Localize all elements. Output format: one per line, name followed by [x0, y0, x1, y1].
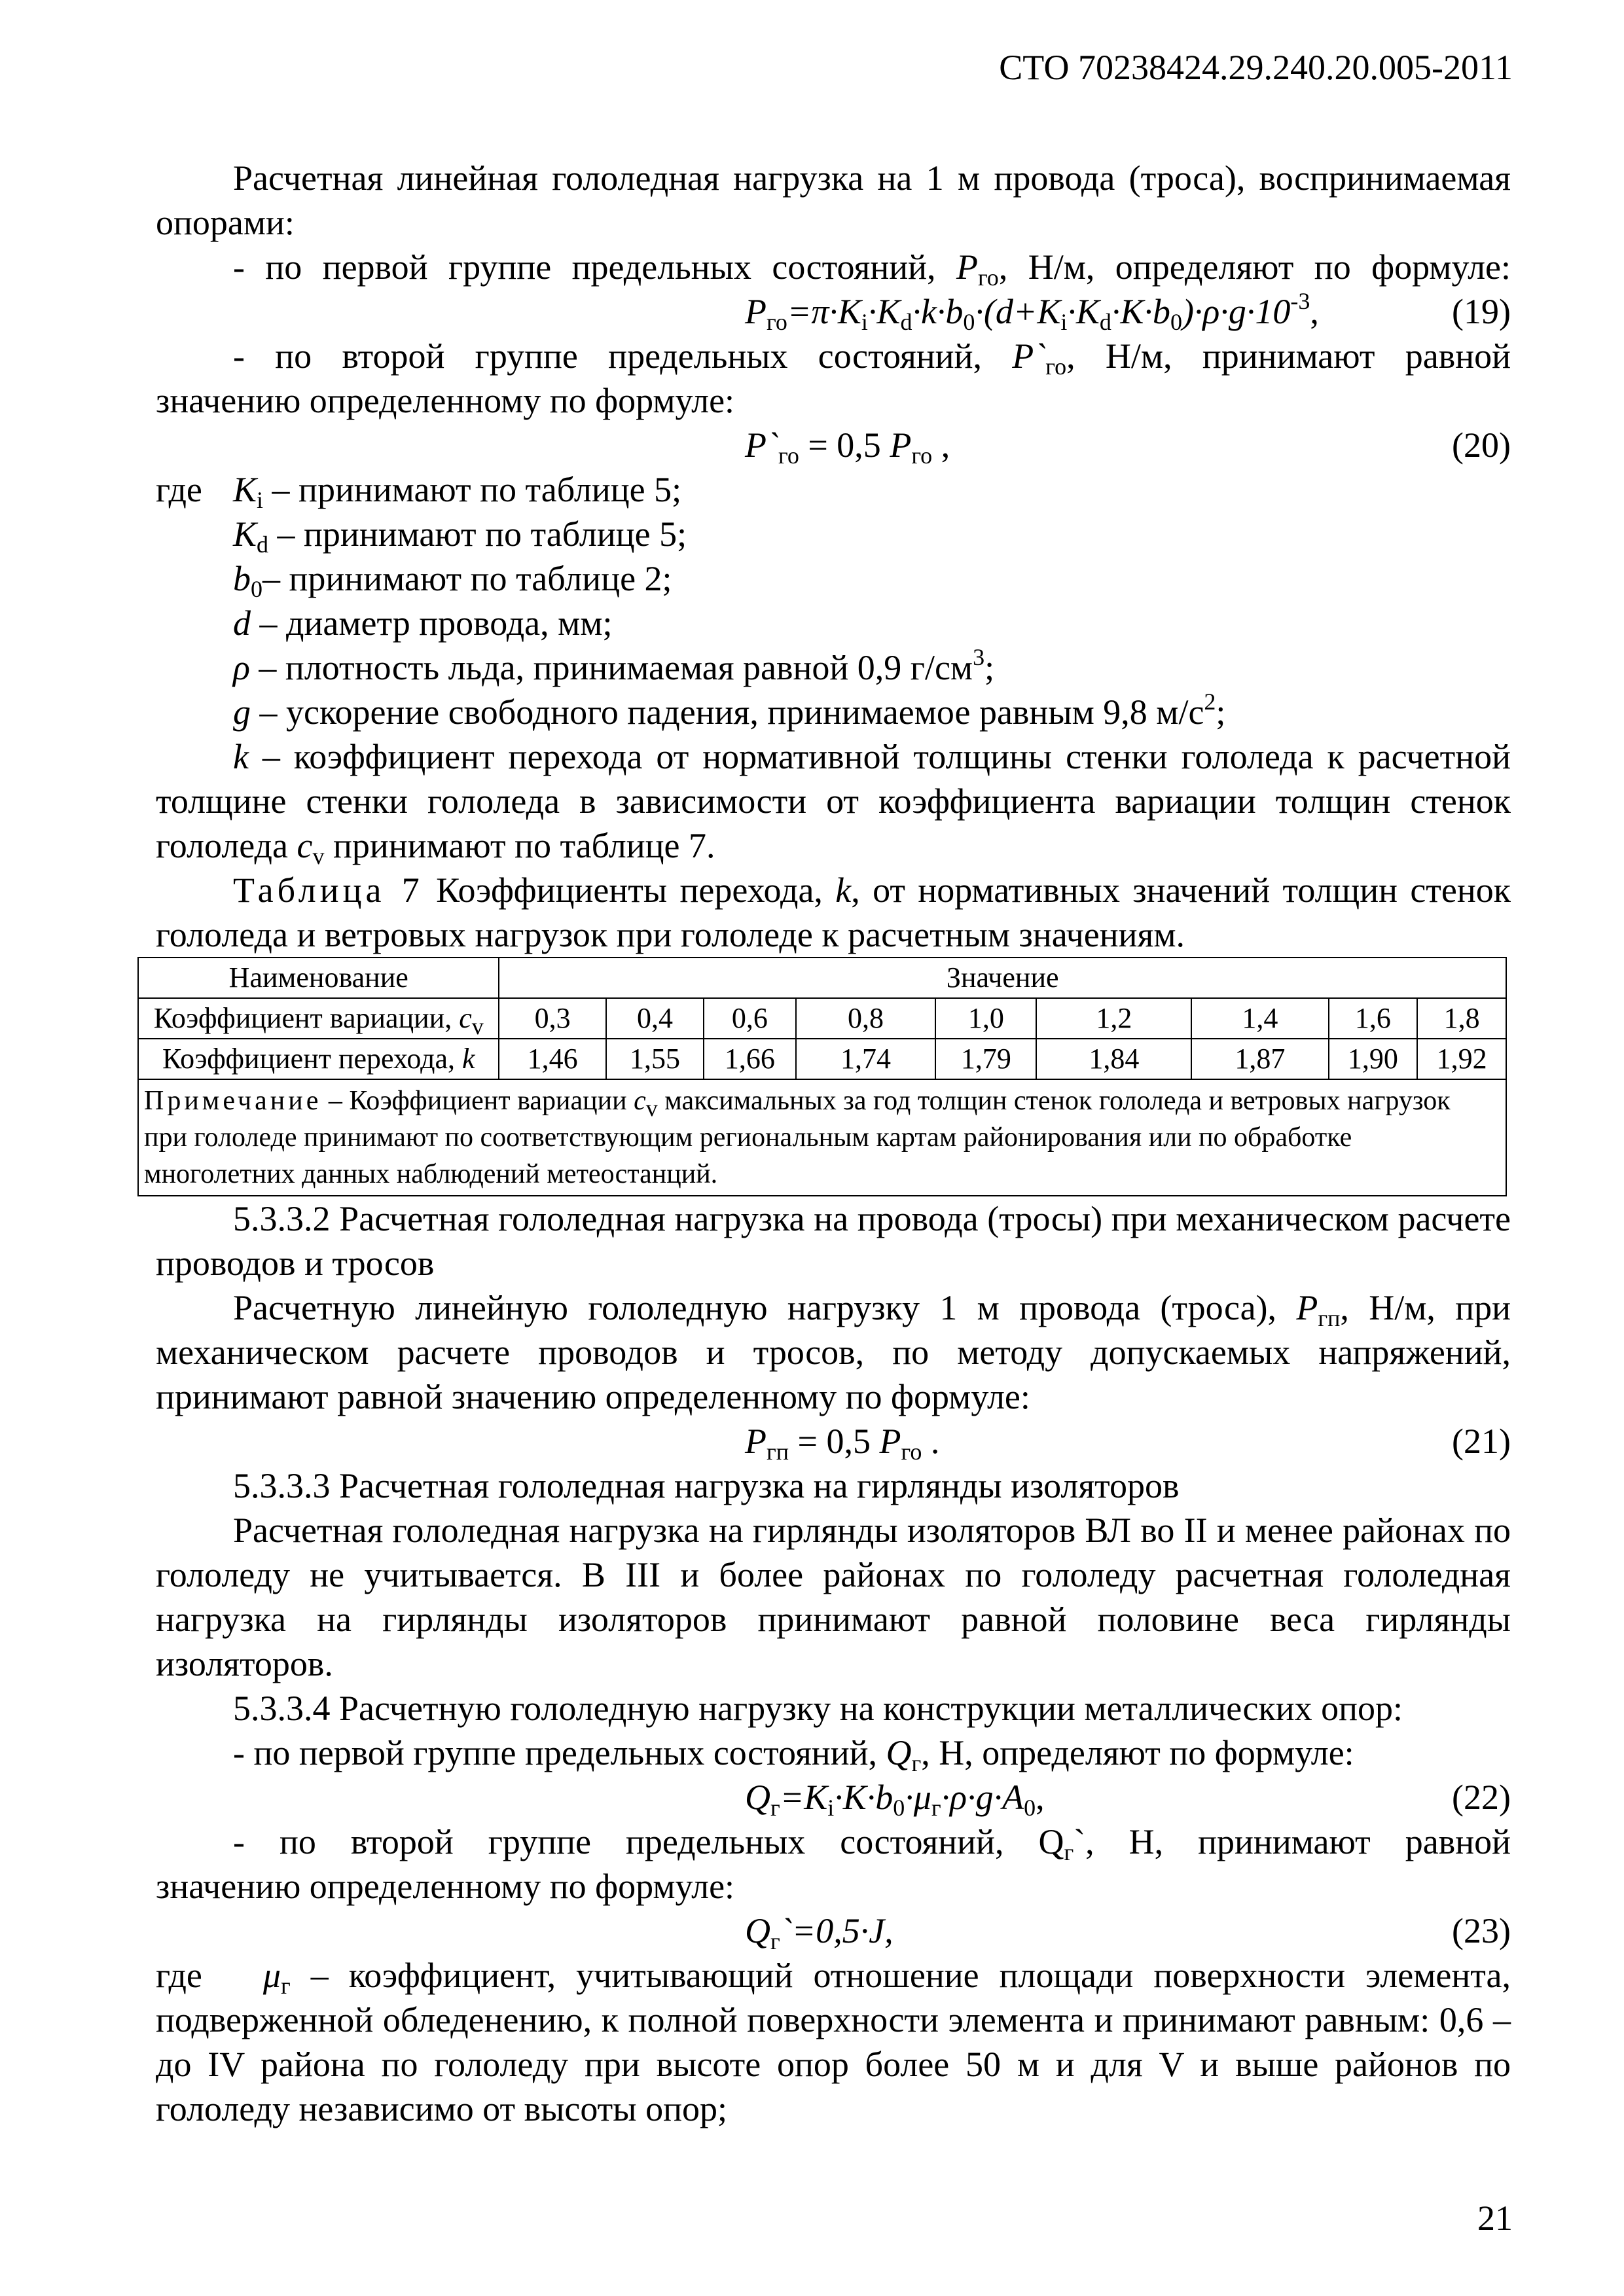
- formula-23-number: (23): [1452, 1911, 1511, 1950]
- paragraph-gp-load: Расчетную линейную гололедную нагрузку 1 м провода (троса), $P_{гп}$, Н/м, при механическом расчете проводов и тросов, по методу допускаемых напряжений, принимают равной значению определенному по формуле:: [156, 1288, 1511, 1416]
- definition-mu: где $\mu_г$ – коэффициент, учитывающий отношение площади поверхности элемента, подверженной обледенению, к полной поверхности элемента и принимают равным: 0,6 – до IV района по гололеду при высоте опор более 50 м и для V и выше районов по гололеду независимо от высоты опор;: [156, 1956, 1511, 2128]
- formula-20: [156, 423, 1511, 467]
- row-label-variation: Коэффициент вариации, $c_v$: [138, 998, 499, 1039]
- page-content: [144, 156, 1511, 2131]
- table-cell: 1,0: [935, 998, 1036, 1039]
- row-label-transition: Коэффициент перехода, k: [138, 1039, 499, 1079]
- formula-20-expression: $P`_{го} = 0,5$ $P_{го}$ ,: [745, 425, 950, 469]
- table-cell: 1,84: [1036, 1039, 1191, 1079]
- table-cell: 1,2: [1036, 998, 1191, 1039]
- item-second-group-cont: значению определенному по формуле:: [156, 381, 735, 420]
- definition-d: d – диаметр провода, мм;: [233, 603, 613, 643]
- formula-19: [156, 289, 1511, 334]
- table-cell: 0,8: [796, 998, 936, 1039]
- table-cell: 1,6: [1329, 998, 1418, 1039]
- table-cell: 1,87: [1191, 1039, 1328, 1079]
- table-7-header-value: Значение: [499, 958, 1506, 998]
- formula-21-expression: $P_{гп} = 0,5$ $P_{го}$ .: [745, 1422, 940, 1465]
- definition-ki: где $K_i$ – принимают по таблице 5;: [156, 470, 682, 513]
- definition-g: g – ускорение свободного падения, принимаемое равным 9,8 $м/с^2$;: [233, 689, 1226, 732]
- table-cell: 1,90: [1329, 1039, 1418, 1079]
- table-cell: 1,4: [1191, 998, 1328, 1039]
- table-7-header-name: Наименование: [138, 958, 499, 998]
- item-q-second-group-cont: значению определенному по формуле:: [156, 1867, 735, 1906]
- formula-22: [156, 1775, 1511, 1820]
- table-cell: 0,3: [499, 998, 605, 1039]
- formula-19-expression: $P_{го}=\pi\cdot K_i\cdot K_d\cdot k\cdot b_0\cdot(d+K_i\cdot K_d\cdot K\cdot b_0)\cdot\rho\cdot g\cdot 10^{-3}$,: [745, 288, 1319, 335]
- table-cell: 1,8: [1417, 998, 1506, 1039]
- section-5-3-3-4-title: 5.3.3.4 Расчетную гололедную нагрузку на конструкции металлических опор:: [233, 1689, 1403, 1728]
- table-cell: 1,74: [796, 1039, 936, 1079]
- formula-22-number: (22): [1452, 1778, 1511, 1817]
- definition-k: k – коэффициент перехода от нормативной толщины стенки гололеда к расчетной толщине стенки гололеда в зависимости от коэффициента вариации толщин стенок гололеда $c_v$ принимают по таблице 7.: [156, 737, 1511, 869]
- item-second-group: - по второй группе предельных состояний, $P`_{го}$, Н/м, принимают равной: [233, 336, 1511, 380]
- table-cell: 1,46: [499, 1039, 605, 1079]
- table-cell: 1,92: [1417, 1039, 1506, 1079]
- section-5-3-3-2: 5.3.3.2 Расчетная гололедная нагрузка на провода (тросы) при механическом расчете проводов и тросов: [156, 1199, 1511, 1283]
- table-7-note-row: [138, 1079, 1506, 1196]
- page-number: 21: [1477, 2198, 1513, 2238]
- item-first-group: - по первой группе предельных состояний, $P_{го}$, Н/м, определяют по формуле:: [233, 247, 1511, 291]
- table-cell: 0,4: [606, 998, 704, 1039]
- table-cell: 1,66: [704, 1039, 795, 1079]
- table-7-header-row: [138, 958, 1506, 998]
- table-7: [137, 957, 1507, 1196]
- definition-rho: ρ – плотность льда, принимаемая равной 0,9 $г/см^3$;: [233, 644, 995, 687]
- section-5-3-3-3-title: 5.3.3.3 Расчетная гололедная нагрузка на гирлянды изоляторов: [233, 1466, 1180, 1505]
- table-7-note: Примечание – Коэффициент вариации $c_v$ максимальных за год толщин стенок гололеда и ветровых нагрузок при гололеде принимают по соответствующим региональным картам районирования или по обработке многолетних данных наблюдений метеостанций.: [138, 1079, 1506, 1196]
- formula-21-number: (21): [1452, 1422, 1511, 1461]
- definition-b0: $b_0-$ принимают по таблице 2;: [233, 559, 672, 602]
- formula-21: [156, 1419, 1511, 1463]
- table-cell: 1,79: [935, 1039, 1036, 1079]
- paragraph-linear-load: Расчетная линейная гололедная нагрузка на 1 м провода (троса), воспринимаемая опорами:: [156, 158, 1511, 242]
- section-5-3-3-3-text: Расчетная гололедная нагрузка на гирлянды изоляторов ВЛ во II и менее районах по гололеду не учитывается. В III и более районах по гололеду расчетная гололедная нагрузка на гирлянды изоляторов принимают равной половине веса гирлянды изоляторов.: [156, 1511, 1511, 1683]
- table-cell: 0,6: [704, 998, 795, 1039]
- table-cell: 1,55: [606, 1039, 704, 1079]
- table-row: [138, 1039, 1506, 1079]
- item-q-first-group: - по первой группе предельных состояний, $Q_г$, Н, определяют по формуле:: [233, 1733, 1354, 1776]
- table-7-caption: Таблица 7 Коэффициенты перехода, k, от нормативных значений толщин стенок гололеда и ветровых нагрузок при гололеде к расчетным значениям.: [156, 870, 1511, 954]
- definition-kd: $K_d$ – принимают по таблице 5;: [233, 514, 687, 558]
- table-row: [138, 998, 1506, 1039]
- document-code-header: СТО 70238424.29.240.20.005-2011: [999, 48, 1513, 87]
- formula-23-expression: $Q_г`=0,5\cdot J$,: [745, 1911, 893, 1954]
- item-q-second-group: - по второй группе предельных состояний, $Q_г`$, Н, принимают равной: [233, 1822, 1511, 1865]
- formula-23: [156, 1909, 1511, 1953]
- formula-22-expression: $Q_г=K_i\cdot K\cdot b_0\cdot\mu_г\cdot\rho\cdot g\cdot A_0$,: [745, 1778, 1045, 1821]
- formula-20-number: (20): [1452, 425, 1511, 465]
- formula-19-number: (19): [1452, 292, 1511, 331]
